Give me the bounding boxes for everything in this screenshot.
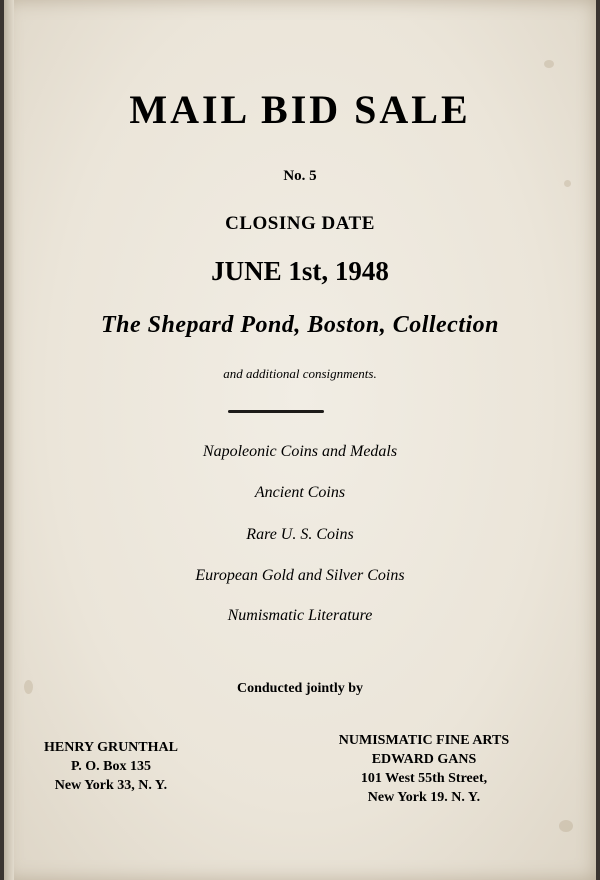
foxing-stain	[544, 60, 554, 68]
address-org: NUMISMATIC FINE ARTS	[338, 733, 510, 748]
address-name: EDWARD GANS	[371, 752, 477, 767]
collection-name: The Shepard Pond, Boston, Collection	[100, 312, 500, 338]
divider-rule	[228, 410, 324, 413]
grunthal-address	[36, 738, 186, 795]
additional-consignments: and additional consignments.	[223, 366, 377, 381]
sale-number: No. 5	[283, 168, 317, 184]
list-item: Rare U. S. Coins	[246, 526, 354, 543]
list-item: Ancient Coins	[254, 484, 346, 501]
address-line: New York 19. N. Y.	[367, 790, 481, 805]
address-line: 101 West 55th Street,	[360, 771, 488, 786]
page-title: MAIL BID SALE	[129, 87, 471, 132]
closing-date-label: CLOSING DATE	[225, 213, 375, 234]
list-item: Numismatic Literature	[227, 607, 373, 624]
numismatic-fine-arts-address	[324, 731, 524, 807]
address-line: P. O. Box 135	[71, 759, 151, 774]
conducted-jointly-by: Conducted jointly by	[236, 681, 364, 696]
list-item: Napoleonic Coins and Medals	[202, 443, 398, 460]
closing-date: JUNE 1st, 1948	[211, 256, 389, 286]
address-line: New York 33, N. Y.	[54, 778, 168, 793]
foxing-stain	[559, 820, 573, 832]
list-item: European Gold and Silver Coins	[195, 567, 405, 584]
address-name: HENRY GRUNTHAL	[44, 740, 178, 755]
